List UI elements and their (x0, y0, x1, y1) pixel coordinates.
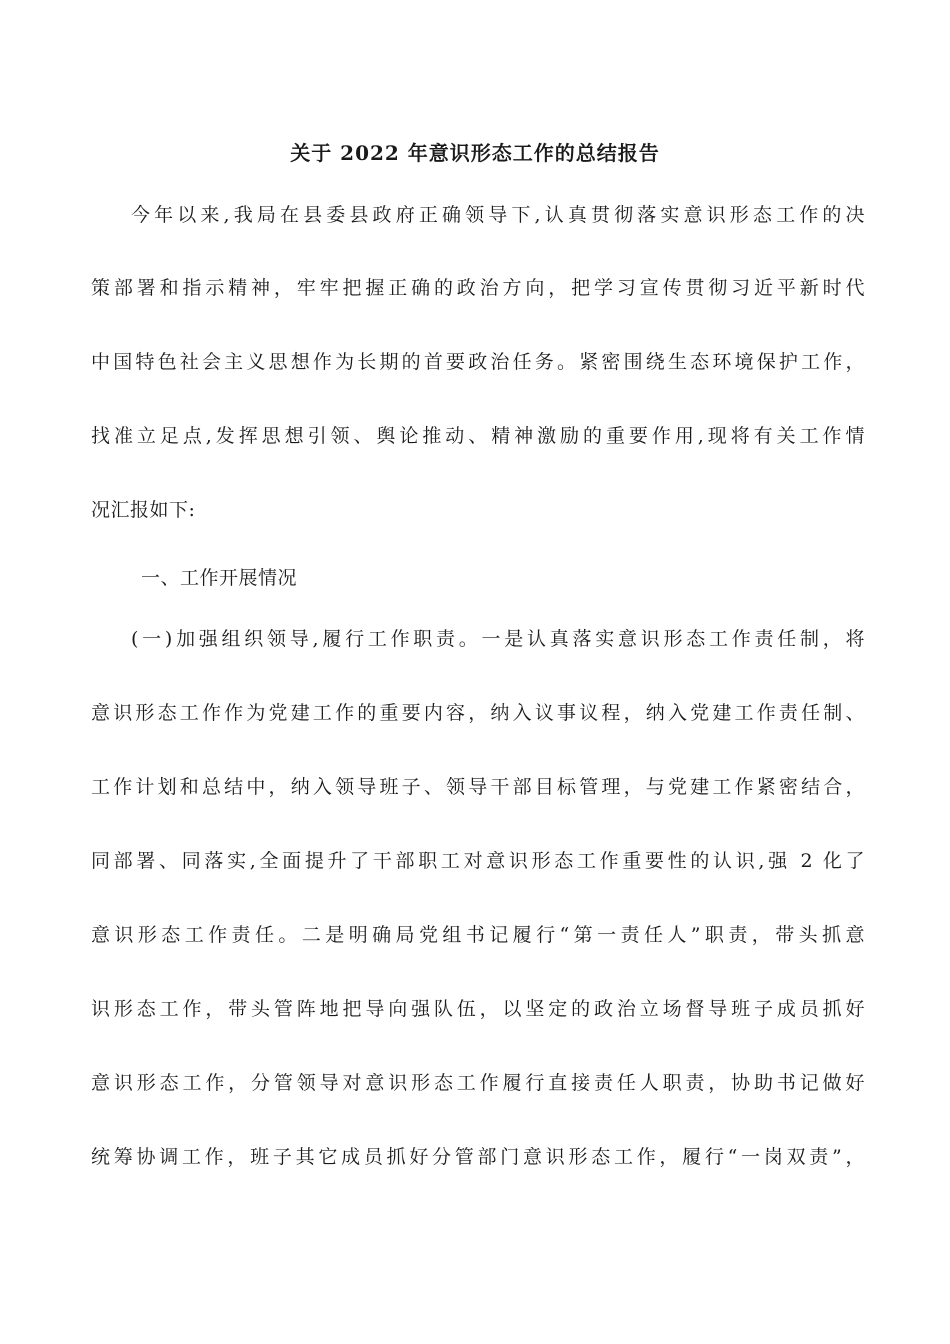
paragraph-line: 中国特色社会主义思想作为长期的首要政治任务。紧密围绕生态环境保护工作， (91, 351, 865, 373)
paragraph-line: 意识形态工作责任。二是明确局党组书记履行“第一责任人”职责，带头抓意 (91, 924, 865, 946)
paragraph-line: 识形态工作，带头管阵地把导向强队伍，以坚定的政治立场督导班子成员抓好 (91, 998, 865, 1020)
paragraph-line: 今年以来,我局在县委县政府正确领导下,认真贯彻落实意识形态工作的决 (131, 204, 865, 226)
paragraph-line: 况汇报如下: (91, 499, 196, 521)
paragraph-line: 策部署和指示精神，牢牢把握正确的政治方向，把学习宣传贯彻习近平新时代 (91, 277, 865, 299)
paragraph-line: (一)加强组织领导,履行工作职责。一是认真落实意识形态工作责任制，将 (131, 628, 865, 650)
document-title: 关于 2022 年意识形态工作的总结报告 (290, 141, 660, 165)
paragraph-line: 意识形态工作作为党建工作的重要内容，纳入议事议程，纳入党建工作责任制、 (91, 702, 865, 724)
paragraph-line: 同部署、同落实,全面提升了干部职工对意识形态工作重要性的认识,强 2 化了 (91, 850, 865, 872)
section-heading: 一、工作开展情况 (141, 567, 298, 589)
paragraph-line: 找准立足点,发挥思想引领、舆论推动、精神激励的重要作用,现将有关工作情 (91, 425, 865, 447)
paragraph-line: 意识形态工作，分管领导对意识形态工作履行直接责任人职责，协助书记做好 (91, 1072, 865, 1094)
paragraph-line: 工作计划和总结中，纳入领导班子、领导干部目标管理，与党建工作紧密结合， (91, 776, 865, 798)
paragraph-line: 统筹协调工作，班子其它成员抓好分管部门意识形态工作，履行“一岗双责”， (91, 1146, 865, 1168)
